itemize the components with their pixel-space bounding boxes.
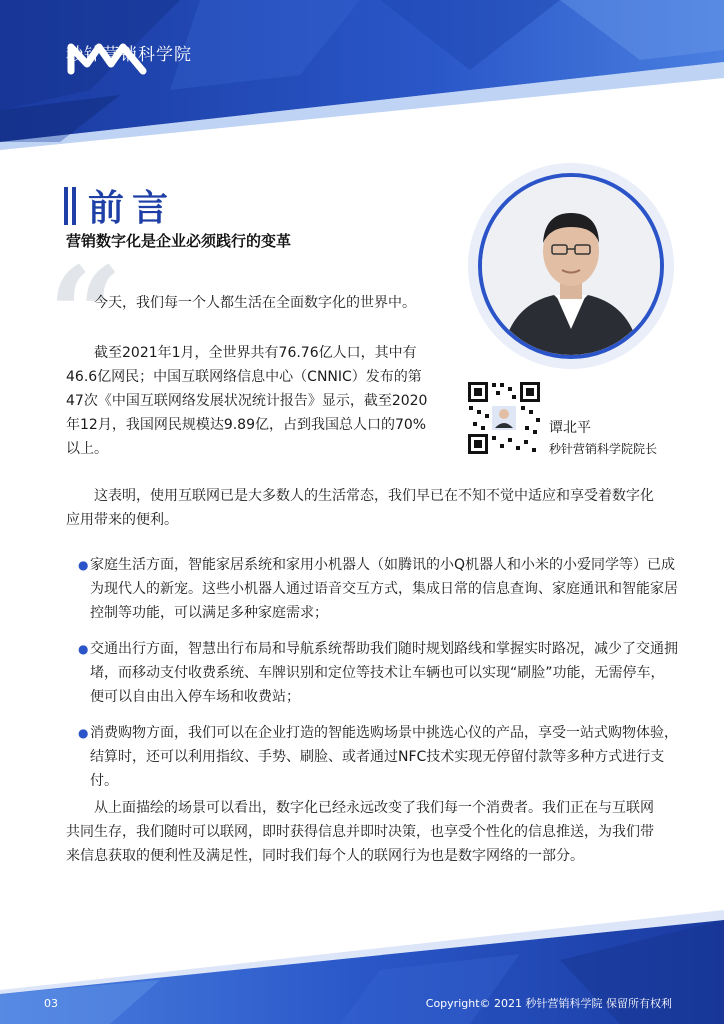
quote-mark-icon: “ <box>48 238 123 391</box>
copyright-text: Copyright© 2021 秒针营销科学院 保留所有权利 <box>425 997 672 1010</box>
author-role: 秒针营销科学院院长 <box>549 442 658 456</box>
intro-paragraph-3: 这表明，使用互联网已是大多数人的生活常态，我们早已在不知不觉中适应和享受着数字化应用带来的便利。 <box>66 488 654 528</box>
bullet-list <box>78 553 678 805</box>
intro-paragraph-2: 截至2021年1月，全世界共有76.76亿人口，其中有46.6亿网民；中国互联网络信息中心（CNNIC）发布的第47次《中国互联网络发展状况统计报告》显示，截至2020年12月，我国网民规模达9.89亿，占到我国总人口的70%以上。 <box>66 345 428 457</box>
list-item-text: 交通出行方面，智慧出行布局和导航系统帮助我们随时规划路线和掌握实时路况，减少了交通拥堵，而移动支付收费系统、车牌识别和定位等技术让车辆也可以实现“刷脸”功能，无需停车，便可以自由出入停车场和收费站； <box>90 641 678 705</box>
page-title: 前言 <box>88 187 177 229</box>
bullet-dot-icon: ● <box>78 642 89 656</box>
header-band <box>0 0 724 150</box>
qr-code-icon[interactable] <box>466 380 542 456</box>
author-photo <box>478 173 664 359</box>
intro-paragraph-1: 今天，我们每一个人都生活在全面数字化的世界中。 <box>94 295 416 311</box>
title-bar-decoration <box>72 187 76 225</box>
list-item <box>78 553 678 625</box>
brand <box>66 40 192 65</box>
closing-paragraph: 从上面描绘的场景可以看出，数字化已经永远改变了我们每一个消费者。我们正在与互联网共同生存，我们随时可以联网，即时获得信息并即时决策，也享受个性化的信息推送，为我们带来信息获取的便利性及满足性，同时我们每个人的联网行为也是数字网络的一部分。 <box>66 800 654 864</box>
person-silhouette-icon <box>482 177 660 355</box>
list-item <box>78 637 678 709</box>
page-subtitle: 营销数字化是企业必须践行的变革 <box>66 232 292 250</box>
brand-logo-icon <box>66 40 148 76</box>
list-item <box>78 721 678 793</box>
brand-name: 秒针营销科学院 <box>66 45 192 65</box>
title-bar-decoration <box>64 187 68 225</box>
list-item-text: 消费购物方面，我们可以在企业打造的智能选购场景中挑选心仪的产品，享受一站式购物体验，结算时，还可以利用指纹、手势、刷脸、或者通过NFC技术实现无停留付款等多种方式进行支付。 <box>90 725 678 789</box>
list-item-text: 家庭生活方面，智能家居系统和家用小机器人（如腾讯的小Q机器人和小米的小爱同学等）已成为现代人的新宠。这些小机器人通过语音交互方式，集成日常的信息查询、家庭通讯和智能家居控制等功能，可以满足多种家庭需求； <box>90 557 678 621</box>
page-number: 03 <box>44 997 58 1010</box>
page-title-block <box>64 180 176 231</box>
bullet-dot-icon: ● <box>78 726 89 740</box>
footer-band <box>0 910 724 1024</box>
author-name: 谭北平 <box>549 420 591 436</box>
bullet-dot-icon: ● <box>78 558 89 572</box>
